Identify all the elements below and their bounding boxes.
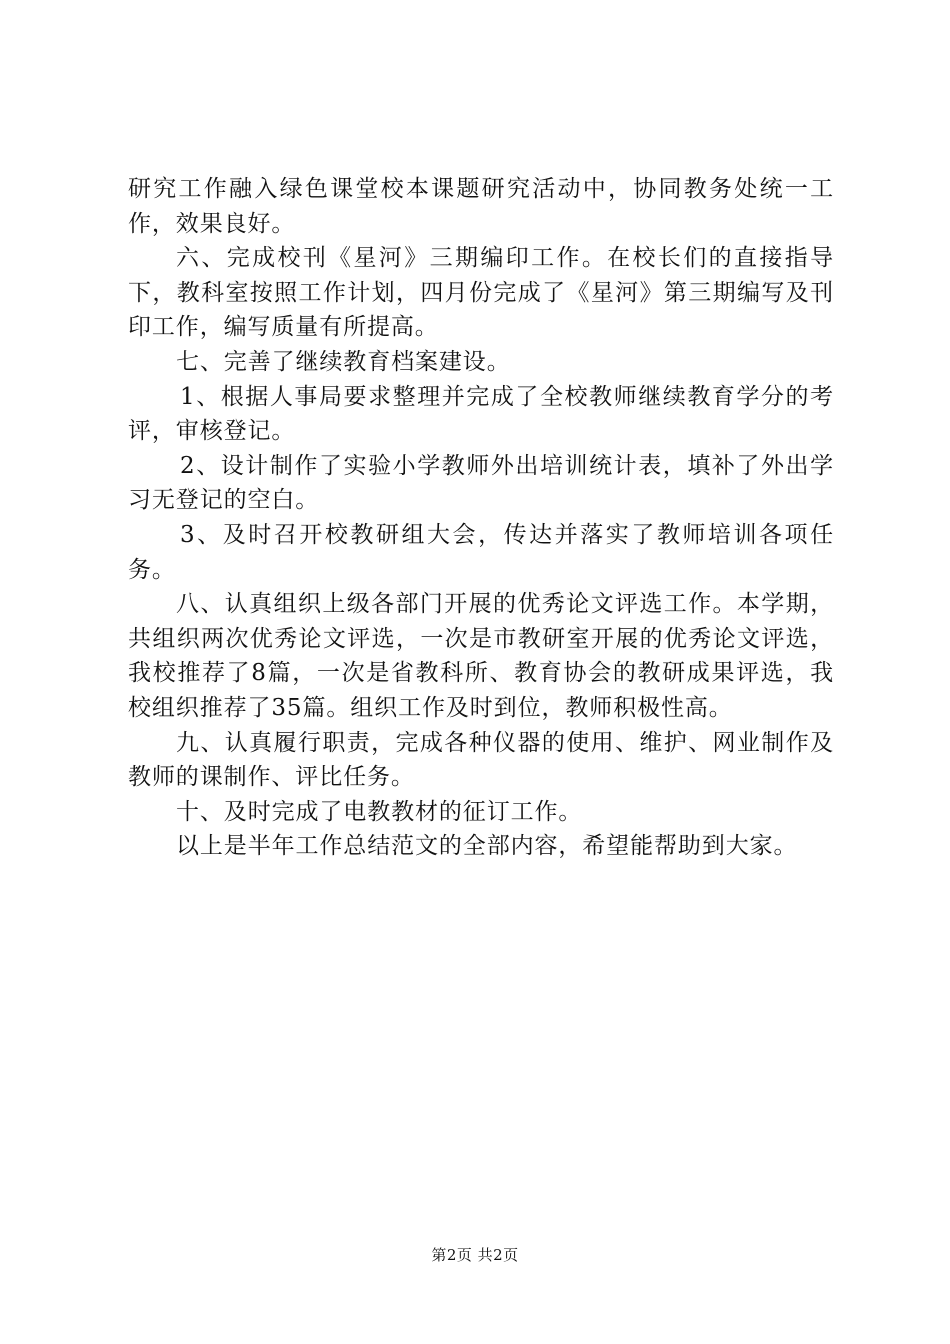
paragraph-item-3: 3、及时召开校教研组大会，传达并落实了教师培训各项任务。 <box>128 521 834 583</box>
paragraph-item-1: 1、根据人事局要求整理并完成了全校教师继续教育学分的考评，审核登记。 <box>128 383 834 445</box>
paragraph-section-7: 七、完善了继续教育档案建设。 <box>176 348 511 375</box>
paragraph-section-8: 八、认真组织上级各部门开展的优秀论文评选工作。本学期，共组织两次优秀论文评选，一次是市教研室开展的优秀论文评选，我校推荐了8篇，一次是省教科所、教育协会的教研成果评选，我校组织推荐了35篇。组织工作及时到位，教师积极性高。 <box>128 591 834 721</box>
paragraph-closing: 以上是半年工作总结范文的全部内容，希望能帮助到大家。 <box>176 833 798 860</box>
paragraph-continuation: 研究工作融入绿色课堂校本课题研究活动中，协同教务处统一工作，效果良好。 <box>128 176 834 237</box>
paragraph-section-10: 十、及时完成了电教教材的征订工作。 <box>176 798 583 825</box>
document-body <box>128 172 834 864</box>
paragraph-section-6: 六、完成校刊《星河》三期编印工作。在校长们的直接指导下，教科室按照工作计划，四月份完成了《星河》第三期编写及刊印工作，编写质量有所提高。 <box>128 245 834 341</box>
paragraph-section-9: 九、认真履行职责，完成各种仪器的使用、维护、网业制作及教师的课制作、评比任务。 <box>128 729 834 791</box>
page-number-footer: 第2页 共2页 <box>431 1246 519 1264</box>
paragraph-item-2: 2、设计制作了实验小学教师外出培训统计表，填补了外出学习无登记的空白。 <box>128 452 834 514</box>
